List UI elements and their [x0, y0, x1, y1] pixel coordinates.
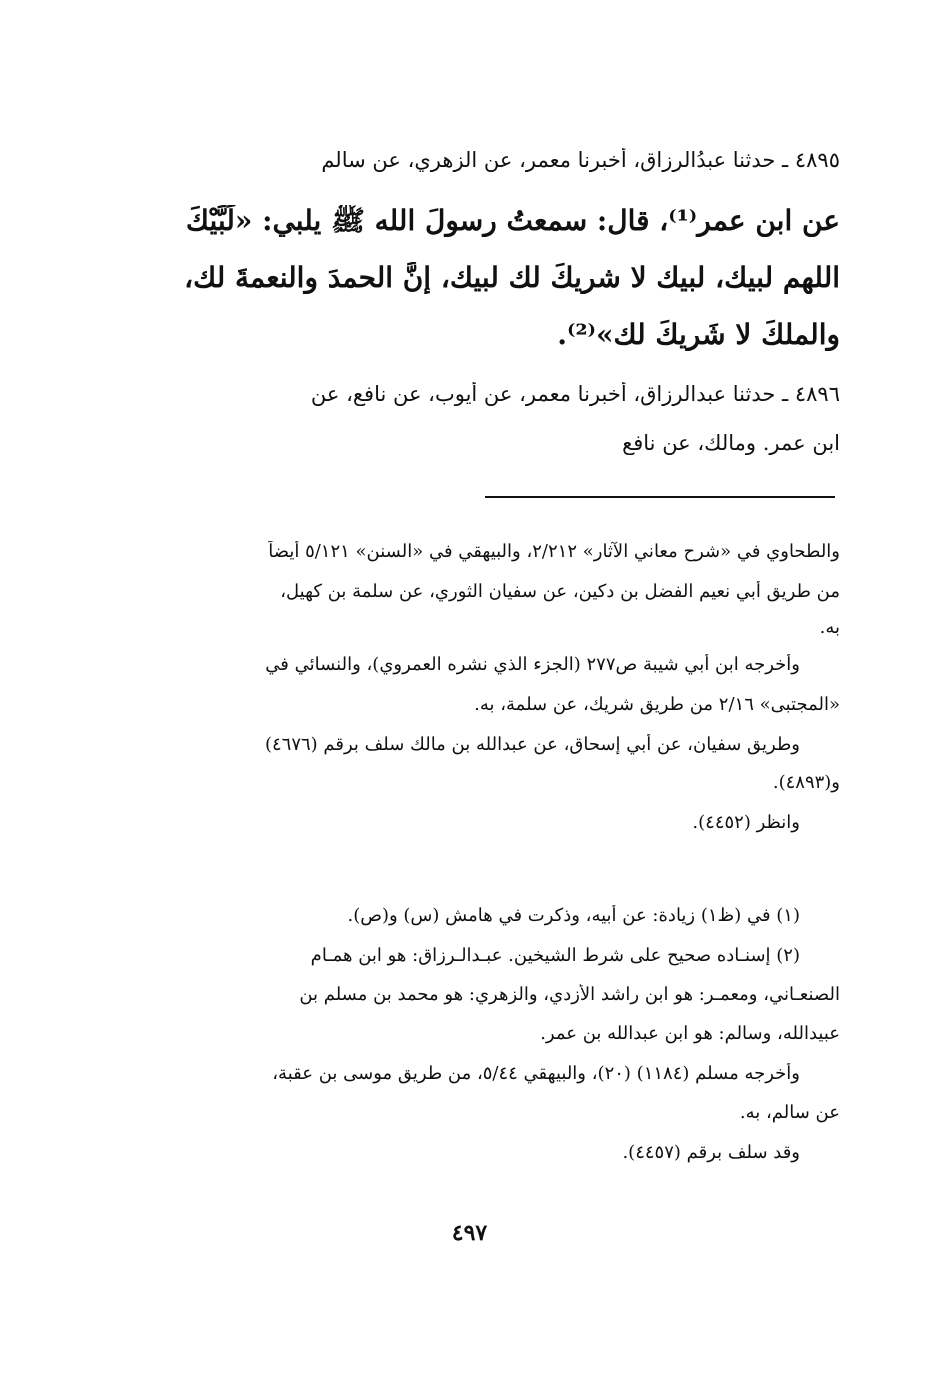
- text-line: وقد سلف برقم (٤٤٥٧).: [622, 1142, 800, 1163]
- text-line: عن ابنِ عمر⁽¹⁾، قال: سمعتُ رسولَ الله ﷺ يلبي: «لَبَّيْكَ: [185, 205, 840, 237]
- footnotes: [140, 905, 840, 1164]
- continued-footnote: [140, 541, 840, 834]
- text-line: وطريق سفيان، عن أبي إسحاق، عن عبدالله بن مالك سلف برقم (٤٦٧٦): [264, 734, 800, 755]
- hadith-4896: [140, 382, 840, 455]
- text-line: ابنِ عمر. ومالك، عن نافع: [622, 431, 840, 455]
- text-line: به.: [819, 617, 840, 638]
- text-line: والطحاوي في «شرح معاني الآثار» ٢/٢١٢، والبيهقي في «السنن» ٥/١٢١ أيضاً: [268, 541, 840, 562]
- text-line: «المجتبى» ٢/١٦ من طريق شريك، عن سلمة، به.: [474, 694, 840, 715]
- text-line: من طريق أبي نعيم الفضل بن دكين، عن سفيان الثوري، عن سلمة بن كهيل،: [280, 581, 840, 602]
- text-line: وأخرجه ابن أبي شيبة ص٢٧٧ (الجزء الذي نشره العمروي)، والنسائي في: [265, 654, 800, 675]
- footnote-2: (٢) إسنـاده صحيح على شرط الشيخين. عبـدالـرزاق: هو ابن همـام: [310, 945, 800, 966]
- hadith-4895-matn: [140, 205, 840, 351]
- hadith-4895-intro: [140, 148, 840, 172]
- text-line: وانظر (٤٤٥٢).: [692, 812, 800, 833]
- text-line: الصنعـاني، ومعمـر: هو ابن راشد الأزدي، والزهري: هو محمد بن مسلم بن: [299, 984, 840, 1005]
- footnote-1: (١) في (ظ١) زيادة: عن أبيه، وذكرت في هامش (س) و(ص).: [347, 905, 800, 926]
- page-number: ٤٩٧: [451, 1220, 488, 1246]
- text-line: والملكَ لا شَرِيكَ لك»⁽²⁾.: [557, 319, 840, 351]
- text-line: عن سالم، به.: [739, 1102, 840, 1123]
- text-line: عبيدالله، وسالم: هو ابن عبدالله بن عمر.: [540, 1023, 840, 1044]
- text-line: ٤٨٩٦ ـ حدثنا عبدالرزاق، أخبرنا معمر، عن أيوب، عن نافع، عن: [310, 382, 840, 406]
- text-line: اللهم لبيك، لبيك لا شريكَ لك لبيك، إنَّ الحمدَ والنعمةَ لك،: [184, 262, 840, 294]
- text-line: و(٤٨٩٣).: [772, 772, 840, 793]
- footnote-separator: [485, 496, 835, 498]
- text-line: ٤٨٩٥ ـ حدثنا عبدُالرزاق، أخبرنا معمر، عن الزهري، عن سالم: [321, 148, 840, 172]
- text-line: وأخرجه مسلم (١١٨٤) (٢٠)، والبيهقي ٥/٤٤، من طريق موسى بن عقبة،: [272, 1063, 800, 1084]
